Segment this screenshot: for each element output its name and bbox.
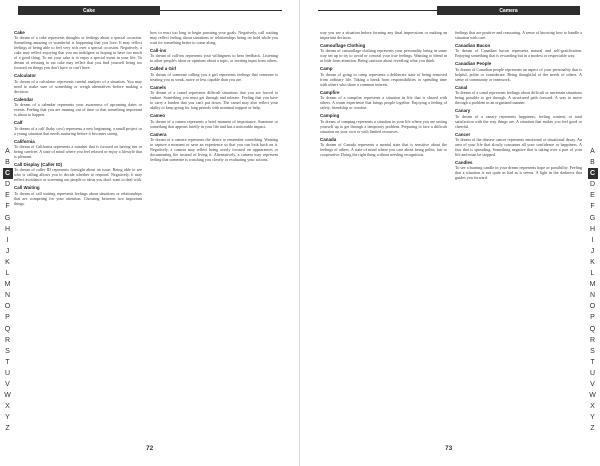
- left-index-letter-f[interactable]: F: [5, 203, 10, 211]
- left-index-letter-e[interactable]: E: [5, 192, 10, 200]
- left-columns: [14, 30, 278, 430]
- entry-term: Cancer: [455, 131, 471, 137]
- entry-definition: To dream of someone calling you a girl represents feelings that someone is treating you as weak, naive or less capable than you are.: [150, 71, 278, 82]
- left-index-letter-r[interactable]: R: [4, 336, 11, 344]
- right-header-rule: [318, 10, 437, 11]
- right-index-letter-p[interactable]: P: [590, 314, 595, 322]
- entry-definition: how to react too long to begin pursuing your goals. Negatively, call waiting may reflect feeling about situations or relationships being on hold while you wait for something better to come along.: [150, 30, 278, 45]
- entry-definition: To dream of a camera represents the desire to remember something. Wanting to capture a moment or save an experience so that you can look back on it. Negatively, a camera may reflect being overly focused on appearances or documenting life instead of living it. Alternatively, a camera may represent feeling that someone is watching you closely or evaluating your actions.: [150, 137, 278, 163]
- entry-term: Campfire: [320, 89, 340, 95]
- right-index-letter-k[interactable]: K: [590, 258, 595, 266]
- entry-definition: To dream of a campfire represents a situation in life that is shared with others. A warm experience that brings people together. Enjoying a feeling of safety, friendship or comfort.: [320, 95, 447, 111]
- entry-definition: To see a burning candle in your dream represents hope or possibility. Feeling that a situation is not quite as bad as it seems. A light in the darkness that guides you forward.: [455, 165, 582, 181]
- right-page: [300, 0, 600, 466]
- dictionary-entry: [14, 97, 142, 117]
- dictionary-entry: [320, 66, 447, 86]
- entry-definition: To dream of California represents a mindset that is focused on having fun or being carefree. A state of mind where you feel relaxed or enjoy a lifestyle that is pleasant.: [14, 144, 142, 160]
- entry-definition: To dream of a calf (baby cow) represents a new beginning, a small project or a young situation that needs nurturing before it becomes strong.: [14, 125, 142, 136]
- left-index-letter-g[interactable]: G: [4, 214, 11, 222]
- entry-term: Call Display (Caller ID): [14, 162, 63, 168]
- entry-term: Camels: [150, 84, 167, 90]
- right-index-letter-q[interactable]: Q: [589, 325, 596, 333]
- dictionary-entry: [455, 43, 582, 58]
- right-index-letter-r[interactable]: R: [589, 336, 596, 344]
- right-header-bar: [437, 6, 580, 15]
- entry-term: Camping: [320, 113, 340, 119]
- dictionary-entry: [150, 113, 278, 128]
- dictionary-entry: [14, 162, 142, 182]
- entry-term: Call Waiting: [14, 185, 40, 191]
- entry-term: Calf: [14, 120, 23, 126]
- left-index-letter-x[interactable]: X: [5, 403, 10, 411]
- right-index-letter-y[interactable]: Y: [590, 414, 595, 422]
- entry-term: Called a Girl: [150, 66, 177, 72]
- entry-term: Camouflage Clothing: [320, 43, 366, 48]
- dictionary-entry: [320, 43, 447, 63]
- right-index-letter-b[interactable]: B: [590, 159, 595, 167]
- entry-definition: To dream of going to camp represents a deliberate state of being removed from ordinary life. Taking a break from responsibilities or spending time with others who share a common interest.: [320, 71, 447, 87]
- left-index-letter-v[interactable]: V: [5, 380, 10, 388]
- left-index-letter-j[interactable]: J: [5, 247, 10, 255]
- left-index-letter-n[interactable]: N: [4, 292, 11, 300]
- left-header-rule: [160, 10, 282, 11]
- right-index-letter-n[interactable]: N: [589, 292, 596, 300]
- entry-term: Canadian People: [455, 61, 492, 67]
- right-index-letter-i[interactable]: I: [591, 236, 594, 244]
- entry-definition: To dream of Canada represents a mental state that is sensitive about the feelings of others. A state of mind where you care about being polite, fair or cooperative. Doing the right thing without needing recognition.: [320, 142, 447, 158]
- right-index-letter-g[interactable]: G: [589, 214, 596, 222]
- left-index-letter-k[interactable]: K: [5, 258, 10, 266]
- entry-term: Canada: [320, 136, 337, 142]
- dictionary-entry: [455, 85, 582, 105]
- dictionary-entry: [14, 73, 142, 93]
- left-header-bar: [18, 6, 160, 15]
- dictionary-entry: [320, 30, 447, 40]
- right-index-letter-u[interactable]: U: [589, 369, 596, 377]
- right-alphabet-index: [587, 146, 598, 434]
- right-index-letter-x[interactable]: X: [590, 403, 595, 411]
- right-index-letter-a[interactable]: A: [590, 148, 595, 155]
- left-alphabet-index: [2, 146, 13, 434]
- right-index-letter-z[interactable]: Z: [590, 425, 595, 433]
- right-column-1: [320, 30, 447, 430]
- dictionary-entry: [455, 108, 582, 128]
- left-index-letter-q[interactable]: Q: [4, 325, 11, 333]
- dictionary-entry: [150, 48, 278, 63]
- left-index-letter-c[interactable]: C: [3, 168, 13, 179]
- entry-definition: feelings that are positive and reassuring. A sense of knowing how to handle a situation with care.: [455, 30, 582, 40]
- right-page-number: 73: [445, 445, 453, 452]
- entry-definition: To dream of a calculator represents careful analysis of a situation. You may need to make sure of something or weigh alternatives before making a decision.: [14, 78, 142, 94]
- entry-definition: To dream of a calendar represents your awareness of upcoming dates or events. Feeling that you are running out of time or that something important is about to happen.: [14, 102, 142, 118]
- right-index-letter-d[interactable]: D: [589, 181, 596, 189]
- dictionary-entry: [14, 185, 142, 205]
- right-index-letter-t[interactable]: T: [590, 358, 595, 366]
- dictionary-entry: [455, 132, 582, 157]
- entry-definition: To dream of Canadian bacon represents natural and self-gratification. Enjoying something that is rewarding but in a modest or respectable way.: [455, 48, 582, 59]
- left-index-letter-a[interactable]: A: [5, 148, 10, 155]
- dictionary-entry: [14, 120, 142, 135]
- entry-term: Camera: [150, 131, 167, 137]
- right-header-title: Camera: [499, 7, 518, 14]
- entry-definition: To dream of a canal represents feelings about difficult or uncertain situations being possible to get through. A structured path forward. A way to move through a problem in an organized manner.: [455, 90, 582, 106]
- dictionary-entry: [320, 90, 447, 110]
- left-header-title: Cake: [83, 7, 95, 14]
- right-index-letter-s[interactable]: S: [590, 347, 595, 355]
- dictionary-entry: [150, 85, 278, 110]
- entry-definition: To dream of a cameo represents a brief moment of importance. Someone or something that appears briefly in your life and has a noticeable impact.: [150, 118, 278, 129]
- entry-definition: To dream of a canary represents happiness, feeling content, or total satisfaction with the way things are. A situation that makes you feel good or cheerful.: [455, 113, 582, 129]
- left-page-number: 72: [146, 445, 154, 452]
- entry-definition: To dream of Canadian people represents an aspect of your personality that is helpful, polite or considerate. Being thoughtful of the needs of others. A sense of community or teamwork.: [455, 66, 582, 82]
- right-index-letter-v[interactable]: V: [590, 380, 595, 388]
- dictionary-entry: [455, 61, 582, 81]
- left-index-letter-t[interactable]: T: [5, 358, 10, 366]
- dictionary-entry: [150, 132, 278, 162]
- entry-term: Camp: [320, 66, 333, 72]
- left-index-letter-b[interactable]: B: [5, 159, 10, 167]
- right-column-2: [455, 30, 582, 430]
- entry-definition: To dream of the disease cancer represents emotional or situational decay. An area of your life that slowly consumes all your confidence or happiness. A fear that is spreading. Something negative that is taking over a part of your life and must be stopped.: [455, 137, 582, 158]
- left-index-letter-i[interactable]: I: [6, 236, 9, 244]
- left-index-letter-z[interactable]: Z: [5, 425, 10, 433]
- left-index-letter-y[interactable]: Y: [5, 414, 10, 422]
- entry-definition: To dream of caller ID represents foresight about an issue. Being able to see who is calling allows you to decide whether to respond. Negatively, it may reflect avoidance or screening out people or ideas you don't want to deal with.: [14, 167, 142, 183]
- left-index-letter-p[interactable]: P: [5, 314, 10, 322]
- dictionary-entry: [14, 139, 142, 159]
- dictionary-entry: [150, 66, 278, 81]
- entry-term: Cameo: [150, 113, 166, 119]
- entry-term: Calculator: [14, 73, 37, 79]
- left-index-letter-m[interactable]: M: [4, 281, 11, 289]
- entry-term: Canal: [455, 84, 468, 90]
- right-index-letter-l[interactable]: L: [590, 270, 595, 278]
- right-index-letter-f[interactable]: F: [590, 203, 595, 211]
- entry-definition: To dream of a camel represents difficult situations that you are forced to endure. Something you must get through and tolerate. Feeling that you have to carry a burden that you can't put down. The camel may also reflect your ability to keep going for long periods with minimal support or help.: [150, 90, 278, 111]
- dictionary-entry: [320, 137, 447, 157]
- dictionary-entry: [455, 160, 582, 180]
- right-index-letter-e[interactable]: E: [590, 192, 595, 200]
- entry-definition: To dream of a cake represents thoughts or feelings about a special occasion. Something amazing or wonderful is happening that you love. It may reflect feelings of being able to feel very rich over a special occasion. Negatively, a cake may reflect enjoying that you are indulgent or hoping to have too much of a good thing. To eat your cake is to enjoy a special event in your life. To dream of refusing to eat cake may reflect that you find yourself being too focused on things you don't have or can't have.: [14, 35, 142, 71]
- dictionary-entry: [150, 30, 278, 45]
- right-index-letter-m[interactable]: M: [589, 281, 596, 289]
- entry-term: Canadian Bacon: [455, 43, 491, 48]
- right-columns: [320, 30, 582, 430]
- entry-definition: way you see a situation before forming any final impressions or making an important decision.: [320, 30, 447, 40]
- entry-term: Cake: [14, 30, 25, 35]
- left-index-letter-d[interactable]: D: [4, 181, 11, 189]
- entry-term: California: [14, 138, 35, 144]
- dictionary-entry: [320, 113, 447, 133]
- dictionary-entry: [455, 30, 582, 40]
- left-column-1: [14, 30, 142, 430]
- right-index-letter-w[interactable]: W: [589, 392, 596, 400]
- entry-term: Calendar: [14, 96, 34, 102]
- entry-term: Call-ins: [150, 48, 167, 53]
- entry-definition: To dream of camouflage clothing represents your personality being in some way set up to try to avoid or conceal your true feelings. Wanting to blend in or hide from attention. Being cautious about revealing what you think.: [320, 48, 447, 64]
- right-index-letter-h[interactable]: H: [589, 225, 596, 233]
- left-index-letter-w[interactable]: W: [4, 392, 11, 400]
- dictionary-entry: [14, 30, 142, 70]
- entry-term: Canary: [455, 108, 471, 114]
- left-index-letter-s[interactable]: S: [5, 347, 10, 355]
- left-index-letter-u[interactable]: U: [4, 369, 11, 377]
- entry-definition: To dream of camping represents a situation in your life where you are setting yourself up to get through a temporary problem. Preparing to face a difficult situation on your own or with limited resources.: [320, 118, 447, 134]
- left-index-letter-h[interactable]: H: [4, 225, 11, 233]
- right-index-letter-j[interactable]: J: [590, 247, 595, 255]
- left-index-letter-o[interactable]: O: [4, 303, 11, 311]
- right-index-letter-c[interactable]: C: [588, 168, 598, 179]
- entry-term: Candles: [455, 160, 473, 166]
- right-index-letter-o[interactable]: O: [589, 303, 596, 311]
- entry-definition: To dream of call-ins represents your willingness to hear feedback. Listening to other people's ideas or opinions about a topic, or inviting input from others.: [150, 53, 278, 64]
- left-column-2: [150, 30, 278, 430]
- entry-definition: To dream of call waiting represents feelings about situations or relationships that are competing for your attention. Choosing between two important things.: [14, 190, 142, 206]
- left-index-letter-l[interactable]: L: [5, 270, 10, 278]
